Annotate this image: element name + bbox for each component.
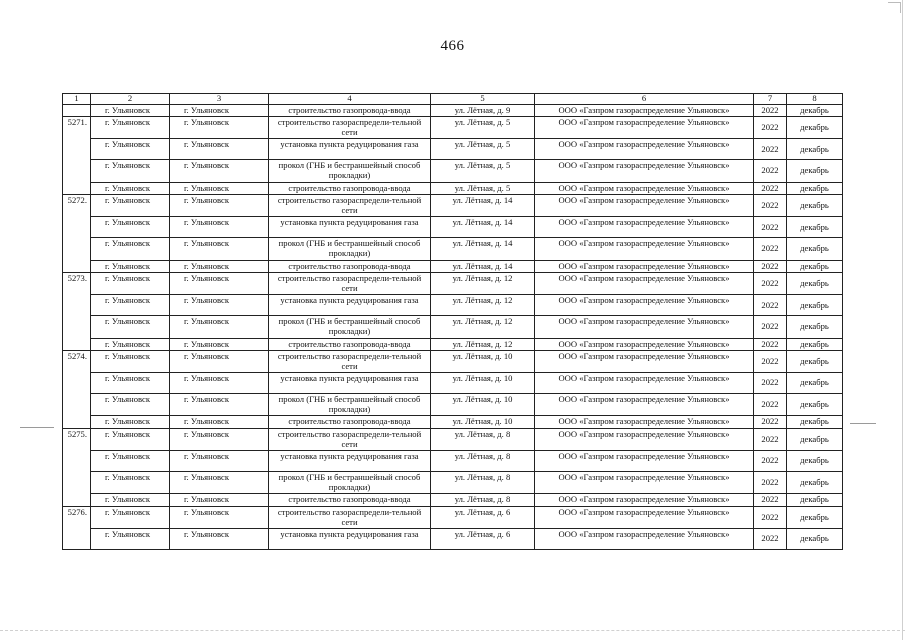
work-type-cell: строительство газораспредели-тельной сети (269, 195, 431, 217)
month-cell: декабрь (787, 451, 843, 472)
work-type-cell: прокол (ГНБ и бестраншейный способ прокладки) (269, 472, 431, 494)
month-cell: декабрь (787, 416, 843, 429)
month-cell: декабрь (787, 273, 843, 295)
month-cell: декабрь (787, 316, 843, 338)
company-cell: ООО «Газпром газораспределение Ульяновск» (535, 195, 754, 217)
table-row (63, 182, 843, 195)
work-type-cell: установка пункта редуцирования газа (269, 217, 431, 238)
year-cell: 2022 (754, 338, 787, 351)
locality-cell: г. Ульяновск (91, 260, 170, 273)
company-cell: ООО «Газпром газораспределение Ульяновск» (535, 394, 754, 416)
year-cell: 2022 (754, 529, 787, 550)
district-cell: г. Ульяновск (170, 195, 269, 217)
column-header: 3 (170, 94, 269, 105)
locality-cell: г. Ульяновск (91, 160, 170, 182)
district-cell: г. Ульяновск (170, 373, 269, 394)
address-cell: ул. Лётная, д. 8 (431, 451, 535, 472)
work-type-cell: прокол (ГНБ и бестраншейный способ прокладки) (269, 160, 431, 182)
work-type-cell: установка пункта редуцирования газа (269, 451, 431, 472)
year-cell: 2022 (754, 260, 787, 273)
month-cell: декабрь (787, 351, 843, 373)
locality-cell: г. Ульяновск (91, 394, 170, 416)
company-cell: ООО «Газпром газораспределение Ульяновск» (535, 160, 754, 182)
work-type-cell: строительство газораспредели-тельной сети (269, 429, 431, 451)
table-row (63, 429, 843, 451)
locality-cell: г. Ульяновск (91, 494, 170, 507)
district-cell: г. Ульяновск (170, 316, 269, 338)
work-type-cell: установка пункта редуцирования газа (269, 529, 431, 550)
work-type-cell: строительство газопровода-ввода (269, 338, 431, 351)
work-type-cell: строительство газопровода-ввода (269, 182, 431, 195)
address-cell: ул. Лётная, д. 10 (431, 373, 535, 394)
district-cell: г. Ульяновск (170, 295, 269, 316)
locality-cell: г. Ульяновск (91, 238, 170, 260)
table-row (63, 451, 843, 472)
locality-cell: г. Ульяновск (91, 139, 170, 160)
district-cell: г. Ульяновск (170, 217, 269, 238)
district-cell: г. Ульяновск (170, 429, 269, 451)
month-cell: декабрь (787, 295, 843, 316)
month-cell: декабрь (787, 182, 843, 195)
year-cell: 2022 (754, 373, 787, 394)
district-cell: г. Ульяновск (170, 394, 269, 416)
company-cell: ООО «Газпром газораспределение Ульяновск» (535, 351, 754, 373)
year-cell: 2022 (754, 507, 787, 529)
record-number-cell: 5272. (63, 195, 91, 273)
company-cell: ООО «Газпром газораспределение Ульяновск» (535, 451, 754, 472)
district-cell: г. Ульяновск (170, 472, 269, 494)
year-cell: 2022 (754, 429, 787, 451)
address-cell: ул. Лётная, д. 12 (431, 338, 535, 351)
table-row (63, 260, 843, 273)
record-number-cell: 5271. (63, 117, 91, 195)
record-number-cell: 5276. (63, 507, 91, 550)
column-header: 8 (787, 94, 843, 105)
locality-cell: г. Ульяновск (91, 351, 170, 373)
address-cell: ул. Лётная, д. 10 (431, 351, 535, 373)
district-cell: г. Ульяновск (170, 494, 269, 507)
locality-cell: г. Ульяновск (91, 195, 170, 217)
company-cell: ООО «Газпром газораспределение Ульяновск» (535, 494, 754, 507)
locality-cell: г. Ульяновск (91, 451, 170, 472)
table-row (63, 295, 843, 316)
column-header-row (63, 94, 843, 105)
table-row (63, 507, 843, 529)
district-cell: г. Ульяновск (170, 416, 269, 429)
district-cell: г. Ульяновск (170, 160, 269, 182)
year-cell: 2022 (754, 351, 787, 373)
month-cell: декабрь (787, 195, 843, 217)
company-cell: ООО «Газпром газораспределение Ульяновск» (535, 416, 754, 429)
work-type-cell: установка пункта редуцирования газа (269, 373, 431, 394)
address-cell: ул. Лётная, д. 9 (431, 104, 535, 117)
month-cell: декабрь (787, 260, 843, 273)
work-type-cell: прокол (ГНБ и бестраншейный способ прокладки) (269, 394, 431, 416)
table-row (63, 338, 843, 351)
table-row (63, 394, 843, 416)
column-header: 2 (91, 94, 170, 105)
record-number-cell: 5274. (63, 351, 91, 429)
locality-cell: г. Ульяновск (91, 182, 170, 195)
year-cell: 2022 (754, 494, 787, 507)
column-header: 4 (269, 94, 431, 105)
company-cell: ООО «Газпром газораспределение Ульяновск» (535, 316, 754, 338)
table-row (63, 139, 843, 160)
work-type-cell: прокол (ГНБ и бестраншейный способ прокладки) (269, 316, 431, 338)
locality-cell: г. Ульяновск (91, 373, 170, 394)
table-row (63, 195, 843, 217)
month-cell: декабрь (787, 238, 843, 260)
month-cell: декабрь (787, 117, 843, 139)
work-type-cell: строительство газопровода-ввода (269, 416, 431, 429)
table-row (63, 316, 843, 338)
locality-cell: г. Ульяновск (91, 104, 170, 117)
district-cell: г. Ульяновск (170, 260, 269, 273)
column-header: 5 (431, 94, 535, 105)
company-cell: ООО «Газпром газораспределение Ульяновск» (535, 182, 754, 195)
company-cell: ООО «Газпром газораспределение Ульяновск» (535, 373, 754, 394)
company-cell: ООО «Газпром газораспределение Ульяновск» (535, 104, 754, 117)
year-cell: 2022 (754, 195, 787, 217)
company-cell: ООО «Газпром газораспределение Ульяновск» (535, 139, 754, 160)
address-cell: ул. Лётная, д. 12 (431, 273, 535, 295)
month-cell: декабрь (787, 104, 843, 117)
month-cell: декабрь (787, 139, 843, 160)
company-cell: ООО «Газпром газораспределение Ульяновск» (535, 217, 754, 238)
month-cell: декабрь (787, 507, 843, 529)
company-cell: ООО «Газпром газораспределение Ульяновск» (535, 529, 754, 550)
year-cell: 2022 (754, 117, 787, 139)
district-cell: г. Ульяновск (170, 529, 269, 550)
address-cell: ул. Лётная, д. 5 (431, 117, 535, 139)
district-cell: г. Ульяновск (170, 182, 269, 195)
year-cell: 2022 (754, 295, 787, 316)
address-cell: ул. Лётная, д. 6 (431, 529, 535, 550)
table-row (63, 238, 843, 260)
sheet-corner-mark (888, 2, 901, 13)
table-row (63, 373, 843, 394)
address-cell: ул. Лётная, д. 14 (431, 260, 535, 273)
address-cell: ул. Лётная, д. 14 (431, 238, 535, 260)
locality-cell: г. Ульяновск (91, 316, 170, 338)
district-cell: г. Ульяновск (170, 139, 269, 160)
page-number: 466 (440, 38, 465, 54)
locality-cell: г. Ульяновск (91, 472, 170, 494)
table-row (63, 160, 843, 182)
table-row (63, 494, 843, 507)
address-cell: ул. Лётная, д. 10 (431, 416, 535, 429)
record-number-cell (63, 104, 91, 117)
month-cell: декабрь (787, 529, 843, 550)
company-cell: ООО «Газпром газораспределение Ульяновск» (535, 238, 754, 260)
address-cell: ул. Лётная, д. 12 (431, 316, 535, 338)
table-body (63, 104, 843, 550)
company-cell: ООО «Газпром газораспределение Ульяновск» (535, 260, 754, 273)
address-cell: ул. Лётная, д. 5 (431, 139, 535, 160)
work-type-cell: строительство газопровода-ввода (269, 260, 431, 273)
locality-cell: г. Ульяновск (91, 416, 170, 429)
year-cell: 2022 (754, 394, 787, 416)
month-cell: декабрь (787, 217, 843, 238)
address-cell: ул. Лётная, д. 8 (431, 494, 535, 507)
year-cell: 2022 (754, 139, 787, 160)
work-type-cell: установка пункта редуцирования газа (269, 295, 431, 316)
right-margin-mark (850, 423, 876, 424)
locality-cell: г. Ульяновск (91, 429, 170, 451)
table-row (63, 351, 843, 373)
year-cell: 2022 (754, 217, 787, 238)
address-cell: ул. Лётная, д. 5 (431, 182, 535, 195)
address-cell: ул. Лётная, д. 10 (431, 394, 535, 416)
company-cell: ООО «Газпром газораспределение Ульяновск» (535, 429, 754, 451)
locality-cell: г. Ульяновск (91, 507, 170, 529)
column-header: 7 (754, 94, 787, 105)
bottom-scan-line (0, 630, 905, 632)
address-cell: ул. Лётная, д. 5 (431, 160, 535, 182)
year-cell: 2022 (754, 472, 787, 494)
table-row (63, 529, 843, 550)
locality-cell: г. Ульяновск (91, 529, 170, 550)
company-cell: ООО «Газпром газораспределение Ульяновск» (535, 273, 754, 295)
month-cell: декабрь (787, 338, 843, 351)
month-cell: декабрь (787, 373, 843, 394)
table-row (63, 117, 843, 139)
work-type-cell: строительство газораспредели-тельной сети (269, 117, 431, 139)
district-cell: г. Ульяновск (170, 507, 269, 529)
district-cell: г. Ульяновск (170, 351, 269, 373)
address-cell: ул. Лётная, д. 14 (431, 217, 535, 238)
district-cell: г. Ульяновск (170, 117, 269, 139)
work-type-cell: строительство газораспредели-тельной сети (269, 507, 431, 529)
address-cell: ул. Лётная, д. 12 (431, 295, 535, 316)
month-cell: декабрь (787, 472, 843, 494)
month-cell: декабрь (787, 160, 843, 182)
work-type-cell: установка пункта редуцирования газа (269, 139, 431, 160)
month-cell: декабрь (787, 494, 843, 507)
company-cell: ООО «Газпром газораспределение Ульяновск» (535, 507, 754, 529)
address-cell: ул. Лётная, д. 6 (431, 507, 535, 529)
locality-cell: г. Ульяновск (91, 217, 170, 238)
record-number-cell: 5273. (63, 273, 91, 351)
year-cell: 2022 (754, 451, 787, 472)
company-cell: ООО «Газпром газораспределение Ульяновск» (535, 295, 754, 316)
company-cell: ООО «Газпром газораспределение Ульяновск» (535, 472, 754, 494)
address-cell: ул. Лётная, д. 14 (431, 195, 535, 217)
year-cell: 2022 (754, 316, 787, 338)
work-type-cell: строительство газораспредели-тельной сети (269, 351, 431, 373)
district-cell: г. Ульяновск (170, 273, 269, 295)
year-cell: 2022 (754, 238, 787, 260)
left-margin-mark (20, 427, 54, 428)
year-cell: 2022 (754, 104, 787, 117)
district-cell: г. Ульяновск (170, 104, 269, 117)
column-header: 1 (63, 94, 91, 105)
work-type-cell: строительство газораспредели-тельной сети (269, 273, 431, 295)
table-row (63, 217, 843, 238)
company-cell: ООО «Газпром газораспределение Ульяновск» (535, 117, 754, 139)
year-cell: 2022 (754, 416, 787, 429)
table-row (63, 273, 843, 295)
year-cell: 2022 (754, 273, 787, 295)
district-cell: г. Ульяновск (170, 338, 269, 351)
column-header: 6 (535, 94, 754, 105)
locality-cell: г. Ульяновск (91, 273, 170, 295)
district-cell: г. Ульяновск (170, 238, 269, 260)
address-cell: ул. Лётная, д. 8 (431, 472, 535, 494)
record-number-cell: 5275. (63, 429, 91, 507)
company-cell: ООО «Газпром газораспределение Ульяновск» (535, 338, 754, 351)
address-cell: ул. Лётная, д. 8 (431, 429, 535, 451)
locality-cell: г. Ульяновск (91, 338, 170, 351)
locality-cell: г. Ульяновск (91, 117, 170, 139)
year-cell: 2022 (754, 182, 787, 195)
month-cell: декабрь (787, 429, 843, 451)
year-cell: 2022 (754, 160, 787, 182)
work-type-cell: прокол (ГНБ и бестраншейный способ прокладки) (269, 238, 431, 260)
table-row (63, 416, 843, 429)
table-row (63, 104, 843, 117)
district-cell: г. Ульяновск (170, 451, 269, 472)
sheet-edge (902, 0, 903, 640)
work-type-cell: строительство газопровода-ввода (269, 104, 431, 117)
month-cell: декабрь (787, 394, 843, 416)
registry-table (62, 93, 843, 550)
work-type-cell: строительство газопровода-ввода (269, 494, 431, 507)
table-row (63, 472, 843, 494)
locality-cell: г. Ульяновск (91, 295, 170, 316)
